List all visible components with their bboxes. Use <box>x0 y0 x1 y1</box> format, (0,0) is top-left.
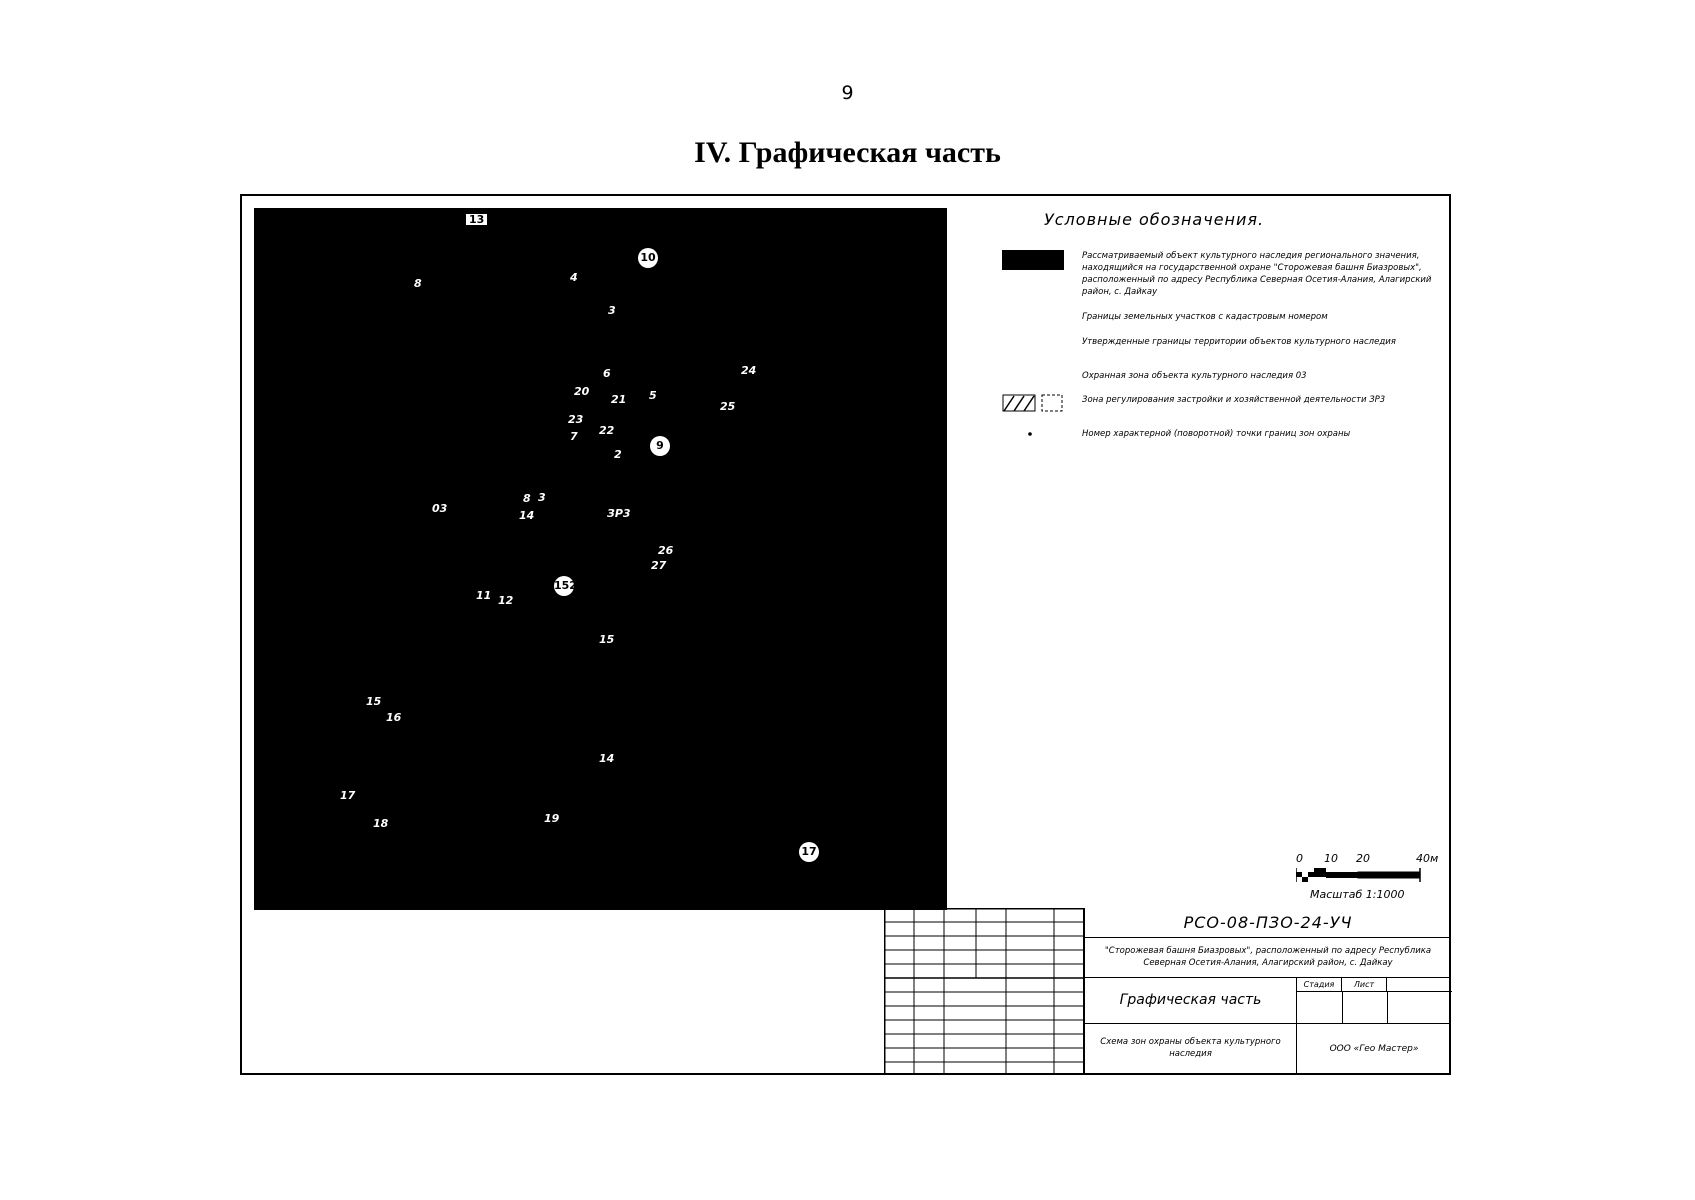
scheme-title: Схема зон охраны объекта культурного наследия <box>1084 1024 1296 1075</box>
map-point-label: 4 <box>570 271 578 284</box>
map-point-label: 26 <box>658 544 674 557</box>
map-point-label: 13 <box>466 214 487 225</box>
legend-item-text: Утвержденные границы территории объектов культурного наследия <box>1082 337 1396 347</box>
map-point-label: 17 <box>799 842 819 862</box>
hatch-icon <box>1002 394 1064 412</box>
map-point-label: 5 <box>649 389 657 402</box>
legend-item-text: Рассматриваемый объект культурного наследия регионального значения, находящийся на государственной охране "Сторожевая башня Биазровых", расположенный по адресу Республика Северная Осетия-Алания, Алагирский район, с. Дайкау <box>1082 251 1432 297</box>
legend-item-text: Границы земельных участков с кадастровым номером <box>1082 312 1328 322</box>
map-point-label: 12 <box>498 594 514 607</box>
map-point-label: 25 <box>720 400 736 413</box>
map-point-label: 15 <box>366 695 382 708</box>
page-number: 9 <box>841 82 854 104</box>
organization-name: ООО «Гео Мастер» <box>1296 1024 1451 1075</box>
map-area <box>254 208 947 910</box>
document-code: РСО-08-ПЗО-24-УЧ <box>1084 908 1451 938</box>
title-block <box>884 908 1451 1075</box>
map-point-label: 10 <box>638 248 658 268</box>
page-title: IV. Графическая часть <box>694 136 1001 169</box>
map-point-label: 03 <box>432 502 448 515</box>
scale-graphic <box>1296 868 1421 882</box>
map-point-label: 6 <box>603 367 611 380</box>
scale-tick: 10 <box>1324 852 1338 865</box>
sheet-part-title: Графическая часть <box>1084 978 1296 1024</box>
map-point-label: 9 <box>650 436 670 456</box>
legend-item-text: Охранная зона объекта культурного наследия 03 <box>1082 371 1307 381</box>
scale-bar <box>1296 852 1446 902</box>
map-point-label: 11 <box>476 589 492 602</box>
legend-title: Условные обозначения. <box>1044 210 1265 229</box>
map-point-label: 18 <box>373 817 389 830</box>
drawing-sheet <box>240 194 1451 1075</box>
map-point-label: 20 <box>574 385 590 398</box>
scale-tick: 20 <box>1356 852 1370 865</box>
map-point-label: 2 <box>614 448 622 461</box>
map-point-label: ЗР3 <box>607 507 631 520</box>
stage-box <box>1296 978 1451 1024</box>
legend-symbol-black <box>1002 250 1064 270</box>
legend-item-text: Зона регулирования застройки и хозяйственной деятельности ЗР3 <box>1082 395 1386 405</box>
map-point-label: 8 <box>523 492 531 505</box>
scale-tick: 0 <box>1296 852 1303 865</box>
map-point-label: 24 <box>741 364 757 377</box>
map-point-label: 3 <box>608 304 616 317</box>
point-icon <box>1002 428 1064 442</box>
map-point-label: 14 <box>519 509 535 522</box>
map-point-label: 21 <box>611 393 627 406</box>
map-point-label: 16 <box>386 711 402 724</box>
legend-item-text: Номер характерной (поворотной) точки границ зон охраны <box>1082 429 1351 439</box>
sheet-header: Лист <box>1342 978 1387 992</box>
map-point-label: 14 <box>599 752 615 765</box>
map-point-label: 152 <box>554 576 574 596</box>
stage-header: Стадия <box>1297 978 1342 992</box>
scale-tick: 40м <box>1416 852 1439 865</box>
map-point-label: 3 <box>538 491 546 504</box>
map-point-label: 8 <box>414 277 422 290</box>
map-point-label: 7 <box>570 430 578 443</box>
map-point-label: 19 <box>544 812 560 825</box>
sheets-header <box>1387 978 1452 992</box>
map-point-label: 17 <box>340 789 356 802</box>
map-point-label: 15 <box>599 633 615 646</box>
object-address: "Сторожевая башня Биазровых", расположенный по адресу Республика Северная Осетия-Алания, Алагирский район, с. Дайкау <box>1084 938 1451 978</box>
map-point-label: 27 <box>651 559 667 572</box>
map-point-label: 23 <box>568 413 584 426</box>
title-block-grid <box>884 908 1084 1075</box>
map-point-label: 22 <box>599 424 615 437</box>
scale-label: Масштаб 1:1000 <box>1310 888 1405 901</box>
